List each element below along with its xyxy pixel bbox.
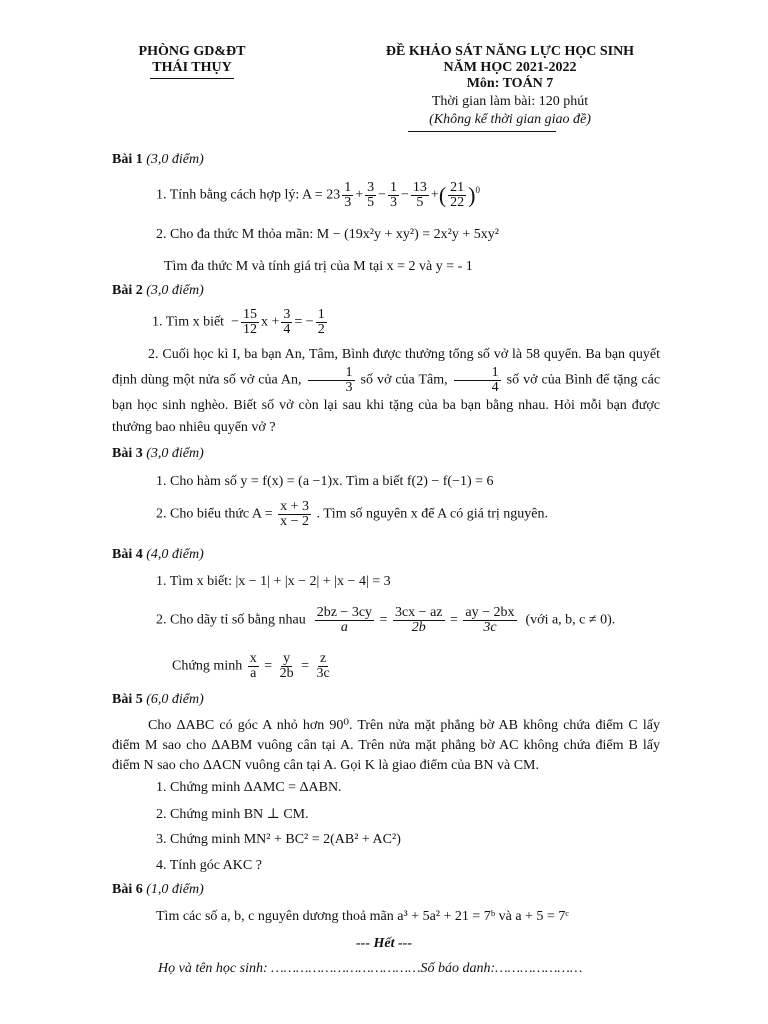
header-right-underline bbox=[408, 131, 556, 132]
bai1-q2: 2. Cho đa thức M thỏa mãn: M − (19x²y + xy²) = 2x²y + 5xy² bbox=[156, 227, 499, 242]
time-note: (Không kể thời gian giao đề) bbox=[429, 112, 591, 127]
bai3-heading bbox=[112, 446, 204, 462]
bai1-title: Bài 1 bbox=[112, 152, 143, 167]
end-marker: --- Hết --- bbox=[356, 936, 412, 951]
school-year: NĂM HỌC 2021-2022 bbox=[443, 60, 577, 75]
bai1-q1: 1. Tính bằng cách hợp lý: A = 23 $\frac{1}{3}$ + $\frac{3}{5}$ − $\frac{1}{3}$ − $\frac{13}{5}$ +( $\frac{21}{22}$ )$^0$ bbox=[156, 179, 480, 210]
bai4-q3: Chứng minh $\frac{x}{a}$ = $\frac{y}{2b}$ = $\frac{z}{3c}$ bbox=[172, 651, 330, 681]
bai2-heading bbox=[112, 283, 204, 299]
district-name: THÁI THỤY bbox=[152, 60, 232, 75]
bai6-points: (1,0 điểm) bbox=[146, 882, 204, 897]
bai5-q2: 2. Chứng minh BN ⊥ CM. bbox=[156, 807, 309, 822]
bai5-points: (6,0 điểm) bbox=[146, 692, 204, 707]
bai4-q2-post: (với a, b, c ≠ 0). bbox=[525, 612, 616, 628]
bai1-points: (3,0 điểm) bbox=[146, 152, 204, 167]
bai1-heading bbox=[112, 152, 204, 168]
bai3-q2: 2. Cho biểu thức A = $\frac{x + 3}{x - 2}$ . Tìm số nguyên x để A có giá trị nguyên. bbox=[156, 499, 548, 529]
header-left-underline bbox=[150, 78, 234, 79]
bai3-q1: 1. Cho hàm số y = f(x) = (a −1)x. Tìm a biết f(2) − f(−1) = 6 bbox=[156, 474, 494, 489]
bai2-q1-text: 1. Tìm x biết bbox=[152, 314, 225, 330]
bai4-heading bbox=[112, 547, 204, 563]
department-name: PHÒNG GD&ĐT bbox=[138, 44, 246, 59]
bai3-q2-pre: 2. Cho biểu thức A = bbox=[156, 506, 273, 522]
bai3-q2-post: . Tìm số nguyên x để A có giá trị nguyên. bbox=[316, 506, 548, 522]
exam-title: ĐỀ KHẢO SÁT NĂNG LỰC HỌC SINH bbox=[385, 44, 635, 59]
bai6-q1: Tìm các số a, b, c nguyên dương thoả mãn a³ + 5a² + 21 = 7ᵇ và a + 5 = 7ᶜ bbox=[156, 909, 569, 924]
bai3-title: Bài 3 bbox=[112, 446, 143, 461]
bai3-points: (3,0 điểm) bbox=[146, 446, 204, 461]
bai5-heading bbox=[112, 692, 204, 708]
bai2-q1: 1. Tìm x biết − $\frac{15}{12}$ x + $\frac{3}{4}$ = − $\frac{1}{2}$ bbox=[152, 307, 325, 337]
student-info-line: Họ và tên học sinh: ………………………………Số báo danh:………………… bbox=[158, 961, 583, 976]
bai1-q1-text: 1. Tính bằng cách hợp lý: A = 23 bbox=[156, 187, 341, 203]
bai2-q2: 2. Cuối học kì I, ba bạn An, Tâm, Bình được thưởng tổng số vở là 58 quyển. Ba bạn quyết định dùng một nửa số vở của An, $\frac{1}{3}$ số vở của Tâm, $\frac{1}{4}$ số vở của Bình để tặng các bạn học sinh nghèo. Biết số vở còn lại sau khi tặng của ba bạn bằng nhau. Hỏi mỗi bạn được thưởng bao nhiêu quyển vở ? bbox=[112, 347, 661, 435]
time-limit: Thời gian làm bài: 120 phút bbox=[431, 94, 589, 109]
bai2-q2-part2: số vở của Tâm, bbox=[360, 372, 448, 388]
bai1-q3: Tìm đa thức M và tính giá trị của M tại x = 2 và y = - 1 bbox=[164, 259, 473, 274]
bai5-q3: 3. Chứng minh MN² + BC² = 2(AB² + AC²) bbox=[156, 832, 401, 847]
bai5-q4: 4. Tính góc AKC ? bbox=[156, 858, 262, 873]
bai5-intro: Cho ΔABC có góc A nhỏ hơn 90⁰. Trên nửa mặt phẳng bờ AB không chứa điểm C lấy điểm M sao cho ΔABM vuông cân tại A. Trên nửa mặt phẳng bờ AC không chứa điểm B lấy điểm N sao cho ΔACN vuông cân tại A. Gọi K là giao điểm của BN và CM. bbox=[112, 718, 660, 773]
bai2-q2-part1: 2. Cuối học kì I, ba bạn An, Tâm, Bình được thưởng tổng số vở là 58 quyển. Ba bạn quyết định dùng một nửa số vở của An, bbox=[112, 347, 660, 388]
bai5-q1: 1. Chứng minh ΔAMC = ΔABN. bbox=[156, 780, 342, 795]
bai4-points: (4,0 điểm) bbox=[146, 547, 204, 562]
bai4-q1: 1. Tìm x biết: |x − 1| + |x − 2| + |x − 4| = 3 bbox=[156, 574, 391, 589]
bai5-title: Bài 5 bbox=[112, 692, 143, 707]
bai6-title: Bài 6 bbox=[112, 882, 143, 897]
bai6-heading bbox=[112, 882, 204, 898]
bai4-q2: 2. Cho dãy tỉ số bằng nhau $\frac{2bz - 3cy}{a}$ = $\frac{3cx - az}{2b}$ = $\frac{ay - 2bx}{3c}$ (với a, b, c ≠ 0). bbox=[156, 605, 616, 635]
bai2-title: Bài 2 bbox=[112, 283, 143, 298]
bai2-points: (3,0 điểm) bbox=[146, 283, 204, 298]
subject: Môn: TOÁN 7 bbox=[466, 76, 554, 91]
bai4-title: Bài 4 bbox=[112, 547, 143, 562]
bai2-q2-part3: số vở của Bình để tặng các bạn học sinh nghèo. Biết số vở còn lại sau khi tặng của ba bạn bằng nhau. Hỏi mỗi bạn được thưởng bao nhiêu quyển vở ? bbox=[112, 372, 661, 435]
bai4-q2-pre: 2. Cho dãy tỉ số bằng nhau bbox=[156, 612, 306, 628]
bai4-q3-pre: Chứng minh bbox=[172, 658, 243, 674]
